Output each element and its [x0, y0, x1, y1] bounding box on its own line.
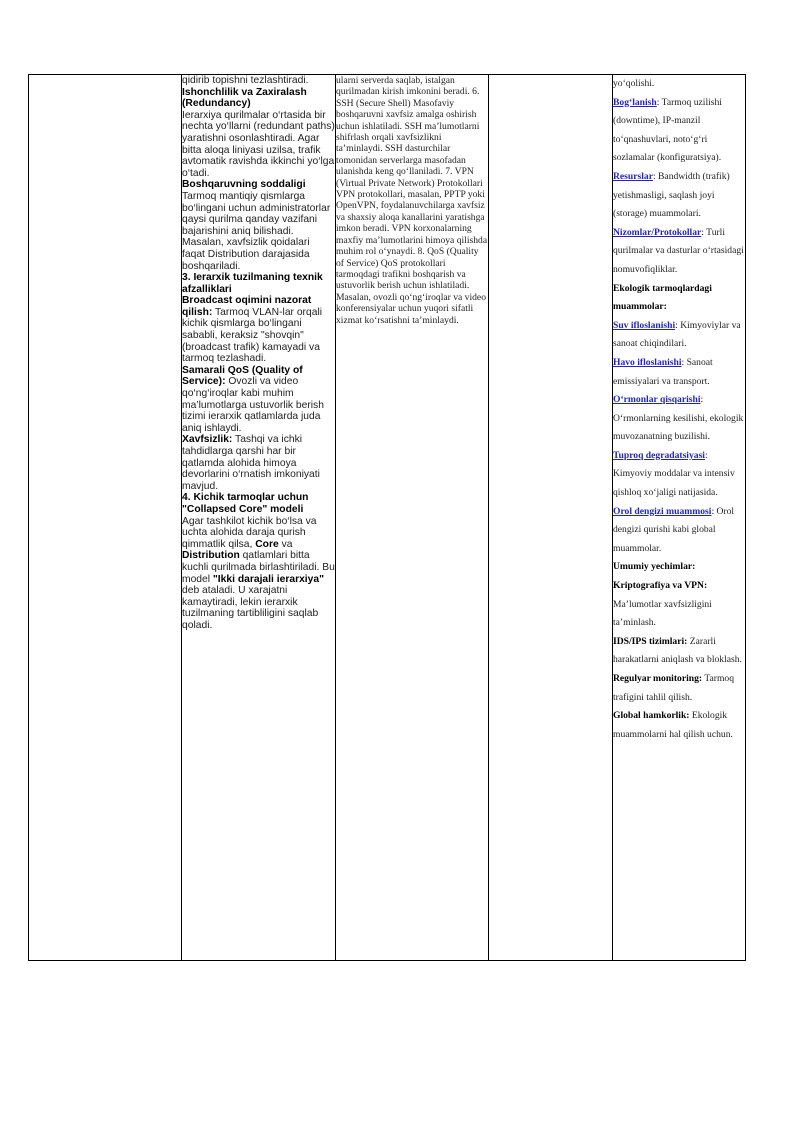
table-cell-empty-1 — [29, 75, 182, 961]
heading-collapsed-core: 4. Kichik tarmoqlar uchun "Collapsed Core" modeli — [182, 492, 309, 515]
heading-technical-advantages: 3. Ierarxik tuzilmaning texnik afzalliklari — [182, 272, 323, 295]
term-global: Global hamkorlik: — [613, 710, 690, 722]
text-security: Tashqi va ichki tahdidlarga qarshi har bir qatlamda alohida himoya devorlarini o‘rnatish imkoniyati mavjud. — [182, 434, 320, 492]
term-two-level: "Ikki darajali ierarxiya" — [212, 573, 324, 585]
link-tuproq[interactable]: Tuproq degradatsiyasi — [613, 449, 705, 461]
term-monitoring: Regulyar monitoring: — [613, 673, 703, 684]
link-ormonlar[interactable]: O‘rmonlar qisqarishi — [613, 394, 701, 406]
table-row — [29, 75, 746, 961]
text-tuproq: : Kimyoviy moddalar va intensiv qishloq xo‘jaligi natijasida. — [613, 449, 735, 499]
heading-ecological-problems: Ekologik tarmoqlardagi muammolar: — [613, 282, 712, 313]
link-boglanish[interactable]: Bog‘lanish — [613, 96, 657, 108]
text-orol: : Orol dengizi qurishi kabi global muammolar. — [613, 505, 735, 554]
table-cell-protocols — [336, 75, 489, 961]
text-collapsed-2: va — [278, 538, 293, 550]
heading-security: Xavfsizlik: — [182, 434, 233, 446]
text-suv: : Kimyoviylar va sanoat chiqindilari. — [613, 319, 741, 350]
term-ids: IDS/IPS tizimlari: — [613, 635, 688, 647]
text-collapsed-3: qatlamlari bitta kuchli qurilmada birlashtiriladi. Bu model — [182, 550, 335, 585]
table-cell-network-problems — [613, 75, 746, 961]
text-ids: Zararli harakatlarni aniqlash va bloklash. — [613, 635, 742, 666]
text-crypto: Ma’lumotlar xavfsizligini ta’minlash. — [613, 598, 712, 629]
link-resurslar[interactable]: Resurslar — [613, 170, 653, 182]
term-distribution: Distribution — [182, 550, 240, 562]
heading-general-solutions: Umumiy yechimlar: — [613, 561, 696, 573]
link-nizomlar[interactable]: Nizomlar/Protokollar — [613, 226, 702, 238]
paragraph-redundancy: Ierarxiya qurilmalar o‘rtasida bir nechta yo‘llarni (redundant paths) yaratishni osonlashtiradi. Agar bitta aloqa liniyasi uzilsa, trafik avtomatik ravishda ikkinchi yo‘lga o‘tadi. — [182, 109, 335, 179]
text-collapsed-4: deb ataladi. U xarajatni kamaytiradi, lekin ierarxik tuzilmaning tartibliligini saqlab qoladi. — [182, 585, 319, 631]
term-crypto: Kriptografiya va VPN: — [613, 580, 708, 592]
heading-broadcast: Broadcast oqimini nazorat qilish: — [182, 295, 312, 318]
paragraph: qidirib topishni tezlashtiradi. — [182, 75, 309, 86]
text-broadcast: Tarmoq VLAN-lar orqali kichik qismlarga bo‘lingani sababli, keraksiz "shovqin" (broadcast trafik) kamayadi va tarmoq tezlashadi. — [182, 306, 323, 365]
heading-qos: Samarali QoS (Quality of Service): — [182, 364, 303, 388]
text-ormonlar: : O‘rmonlarning kesilishi, ekologik muvozanatning buzilishi. — [613, 394, 744, 443]
text-collapsed-1: Agar tashkilot kichik bo‘lsa va uchta alohida daraja qurish qimmatlik qilsa, — [182, 515, 317, 550]
text-qos: Ovozli va video qo‘ng‘iroqlar kabi muhim ma’lumotlarga ustuvorlik berish tizimi ierarxik qatlamlarda juda aniq ishlaydi. — [182, 376, 324, 434]
heading-management: Boshqaruvning soddaligi — [182, 179, 306, 191]
link-havo[interactable]: Havo ifloslanishi — [613, 356, 682, 368]
paragraph: yo‘qolishi. — [613, 78, 655, 89]
table-cell-empty-4 — [489, 75, 613, 961]
paragraph-protocols: ularni serverda saqlab, istalgan qurilmadan kirish imkonini beradi. 6. SSH (Secure Shell) Masofaviy boshqaruvni xavfsiz amalga oshirish uchun ishlatiladi. SSH ma’lumotlarni shifrlash orqali xavfsizlikni ta’minlaydi. SSH dasturchilar tomonidan serverlarga masofadan ulanishda keng qo‘llaniladi. 7. VPN (Virtual Private Network) Protokollari VPN protokollari, masalan, PPTP yoki OpenVPN, foydalanuvchilarga xavfsiz va shaxsiy aloqa kanallarini yaratishga imkon beradi. VPN korxonalarning maxfiy ma’lumotlarini himoya qilishda muhim rol o‘ynaydi. 8. QoS (Quality of Service) QoS protokollari tarmoqdagi trafikni boshqarish va ustuvorlik berish uchun ishlatiladi. Masalan, ovozli qo‘ng‘iroqlar va video konferensiyalar uchun yuqori sifatli xizmat ko‘rsatishni ta’minlaydi. — [336, 75, 488, 326]
paragraph-collapsed-core — [182, 516, 335, 632]
text-resurslar: : Bandwidth (trafik) yetishmasligi, saqlash joyi (storage) muammolari. — [613, 170, 730, 220]
link-orol[interactable]: Orol dengizi muammosi — [613, 505, 712, 517]
table-cell-hierarchy-benefits — [182, 75, 336, 961]
link-suv[interactable]: Suv ifloslanishi — [613, 319, 676, 331]
text-havo: : Sanoat emissiyalari va transport. — [613, 356, 713, 387]
text-nizomlar: : Turli qurilmalar va dasturlar o‘rtasidagi nomuvofiqliklar. — [613, 226, 744, 275]
text-boglanish: : Tarmoq uzilishi (downtime), IP-manzil to‘qnashuvlari, noto‘g‘ri sozlamalar (konfiguratsiya). — [613, 96, 722, 164]
text-global: Ekologik muammolarni hal qilish uchun. — [613, 710, 733, 740]
text-monitoring: Tarmoq trafigini tahlil qilish. — [613, 673, 735, 703]
heading-redundancy: Ishonchlilik va Zaxiralash (Redundancy) — [182, 86, 307, 110]
content-table — [28, 74, 746, 961]
term-core: Core — [255, 538, 279, 550]
paragraph-management: Tarmoq mantiqiy qismlarga bo‘lingani uchun administratorlar qaysi qurilma qanday vazifani bajarishini aniq bilishadi. Masalan, xavfsizlik qoidalari faqat Distribution darajasida boshqariladi. — [182, 190, 331, 272]
